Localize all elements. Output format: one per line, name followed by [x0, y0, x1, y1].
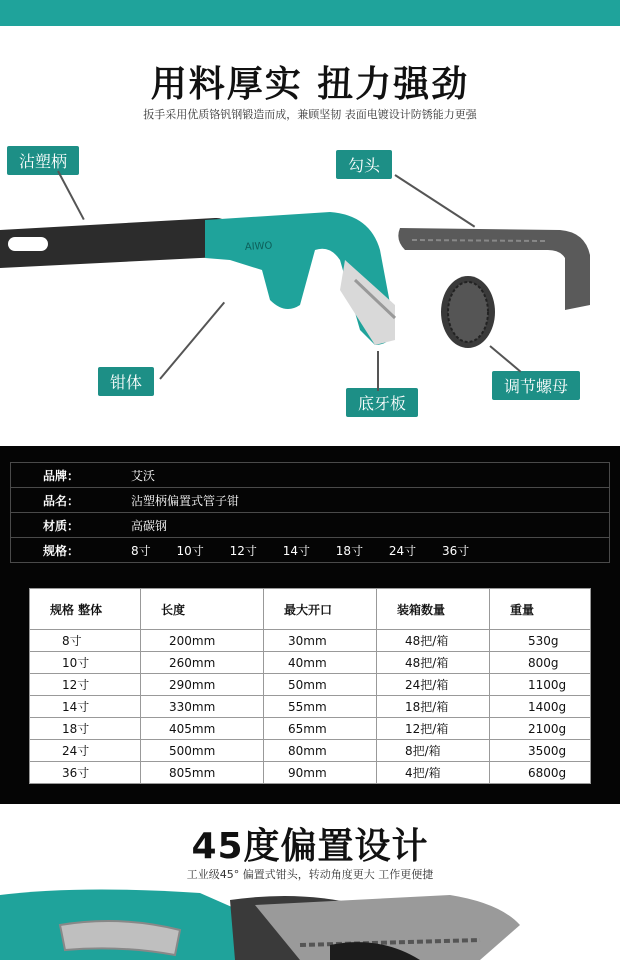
- table-cell: 530g: [490, 630, 591, 652]
- headline-subtitle: 扳手采用优质铬钒钢锻造而成，兼顾坚韧 表面电镀设计防锈能力更强: [143, 108, 477, 121]
- table-cell: 30mm: [264, 630, 377, 652]
- table-cell: 12寸: [30, 674, 141, 696]
- table-cell: 24寸: [30, 740, 141, 762]
- table-cell: 330mm: [141, 696, 264, 718]
- size-option: 14寸: [282, 543, 310, 558]
- label-hook: 勾头: [336, 150, 392, 179]
- spec-row-name: [10, 487, 610, 512]
- column-header: 规格 整体: [30, 589, 141, 630]
- table-cell: 6800g: [490, 762, 591, 784]
- column-header: 长度: [141, 589, 264, 630]
- table-cell: 14寸: [30, 696, 141, 718]
- table-cell: 18把/箱: [377, 696, 490, 718]
- table-row: [30, 674, 591, 696]
- spec-row-brand: [10, 462, 610, 487]
- section2-title: 45度偏置设计: [191, 826, 429, 867]
- table-cell: 1100g: [490, 674, 591, 696]
- table-cell: 50mm: [264, 674, 377, 696]
- table-cell: 80mm: [264, 740, 377, 762]
- label-handle: 沾塑柄: [7, 146, 79, 175]
- table-cell: 8寸: [30, 630, 141, 652]
- table-cell: 260mm: [141, 652, 264, 674]
- size-table: [29, 588, 591, 784]
- label-jaw-plate: 底牙板: [346, 388, 418, 417]
- table-cell: 290mm: [141, 674, 264, 696]
- table-cell: 405mm: [141, 718, 264, 740]
- spec-row-sizes: [10, 537, 610, 563]
- table-cell: 2100g: [490, 718, 591, 740]
- table-cell: 800g: [490, 652, 591, 674]
- column-header: 最大开口: [264, 589, 377, 630]
- size-option: 12寸: [229, 543, 257, 558]
- table-row: [30, 652, 591, 674]
- table-cell: 48把/箱: [377, 630, 490, 652]
- table-cell: 24把/箱: [377, 674, 490, 696]
- table-cell: 3500g: [490, 740, 591, 762]
- spec-value: 沾塑柄偏置式管子钳: [131, 493, 240, 508]
- size-option: 8寸: [131, 543, 151, 558]
- table-row: [30, 718, 591, 740]
- table-row: [30, 740, 591, 762]
- label-nut: 调节螺母: [492, 371, 580, 400]
- spec-key: 品名：: [43, 493, 80, 508]
- table-cell: 805mm: [141, 762, 264, 784]
- table-cell: 12把/箱: [377, 718, 490, 740]
- size-option: 24寸: [388, 543, 417, 558]
- spec-value: 高碳钢: [131, 518, 168, 533]
- table-header-row: [30, 589, 591, 630]
- spec-size-list: [113, 542, 491, 559]
- table-cell: 40mm: [264, 652, 377, 674]
- body-embossing-text: AIWO: [244, 240, 273, 253]
- spec-key: 规格：: [43, 543, 80, 558]
- column-header: 装箱数量: [377, 589, 490, 630]
- size-option: 10寸: [176, 543, 204, 558]
- table-cell: 10寸: [30, 652, 141, 674]
- table-cell: 65mm: [264, 718, 377, 740]
- label-body: 钳体: [98, 367, 154, 396]
- spec-list: [10, 462, 610, 563]
- table-cell: 55mm: [264, 696, 377, 718]
- spec-row-material: [10, 512, 610, 537]
- headline: 用料厚实 扭力强劲: [150, 64, 470, 105]
- table-cell: 8把/箱: [377, 740, 490, 762]
- table-cell: 4把/箱: [377, 762, 490, 784]
- table-row: [30, 696, 591, 718]
- column-header: 重量: [490, 589, 591, 630]
- spec-key: 品牌：: [43, 468, 80, 483]
- spec-value: 艾沃: [131, 468, 156, 483]
- table-cell: 48把/箱: [377, 652, 490, 674]
- table-cell: 500mm: [141, 740, 264, 762]
- size-option: 36寸: [442, 543, 470, 558]
- table-cell: 200mm: [141, 630, 264, 652]
- table-cell: 1400g: [490, 696, 591, 718]
- section2-subtitle: 工业级45° 偏置式钳头，转动角度更大 工作更便捷: [186, 868, 434, 881]
- spec-key: 材质：: [43, 518, 80, 533]
- table-cell: 90mm: [264, 762, 377, 784]
- table-cell: 36寸: [30, 762, 141, 784]
- size-option: 18寸: [335, 543, 364, 558]
- table-cell: 18寸: [30, 718, 141, 740]
- leader-jaw-plate: [377, 351, 379, 391]
- top-accent-bar: [0, 0, 620, 26]
- table-row: [30, 630, 591, 652]
- jaw-closeup-illustration: [0, 885, 620, 960]
- table-row: [30, 762, 591, 784]
